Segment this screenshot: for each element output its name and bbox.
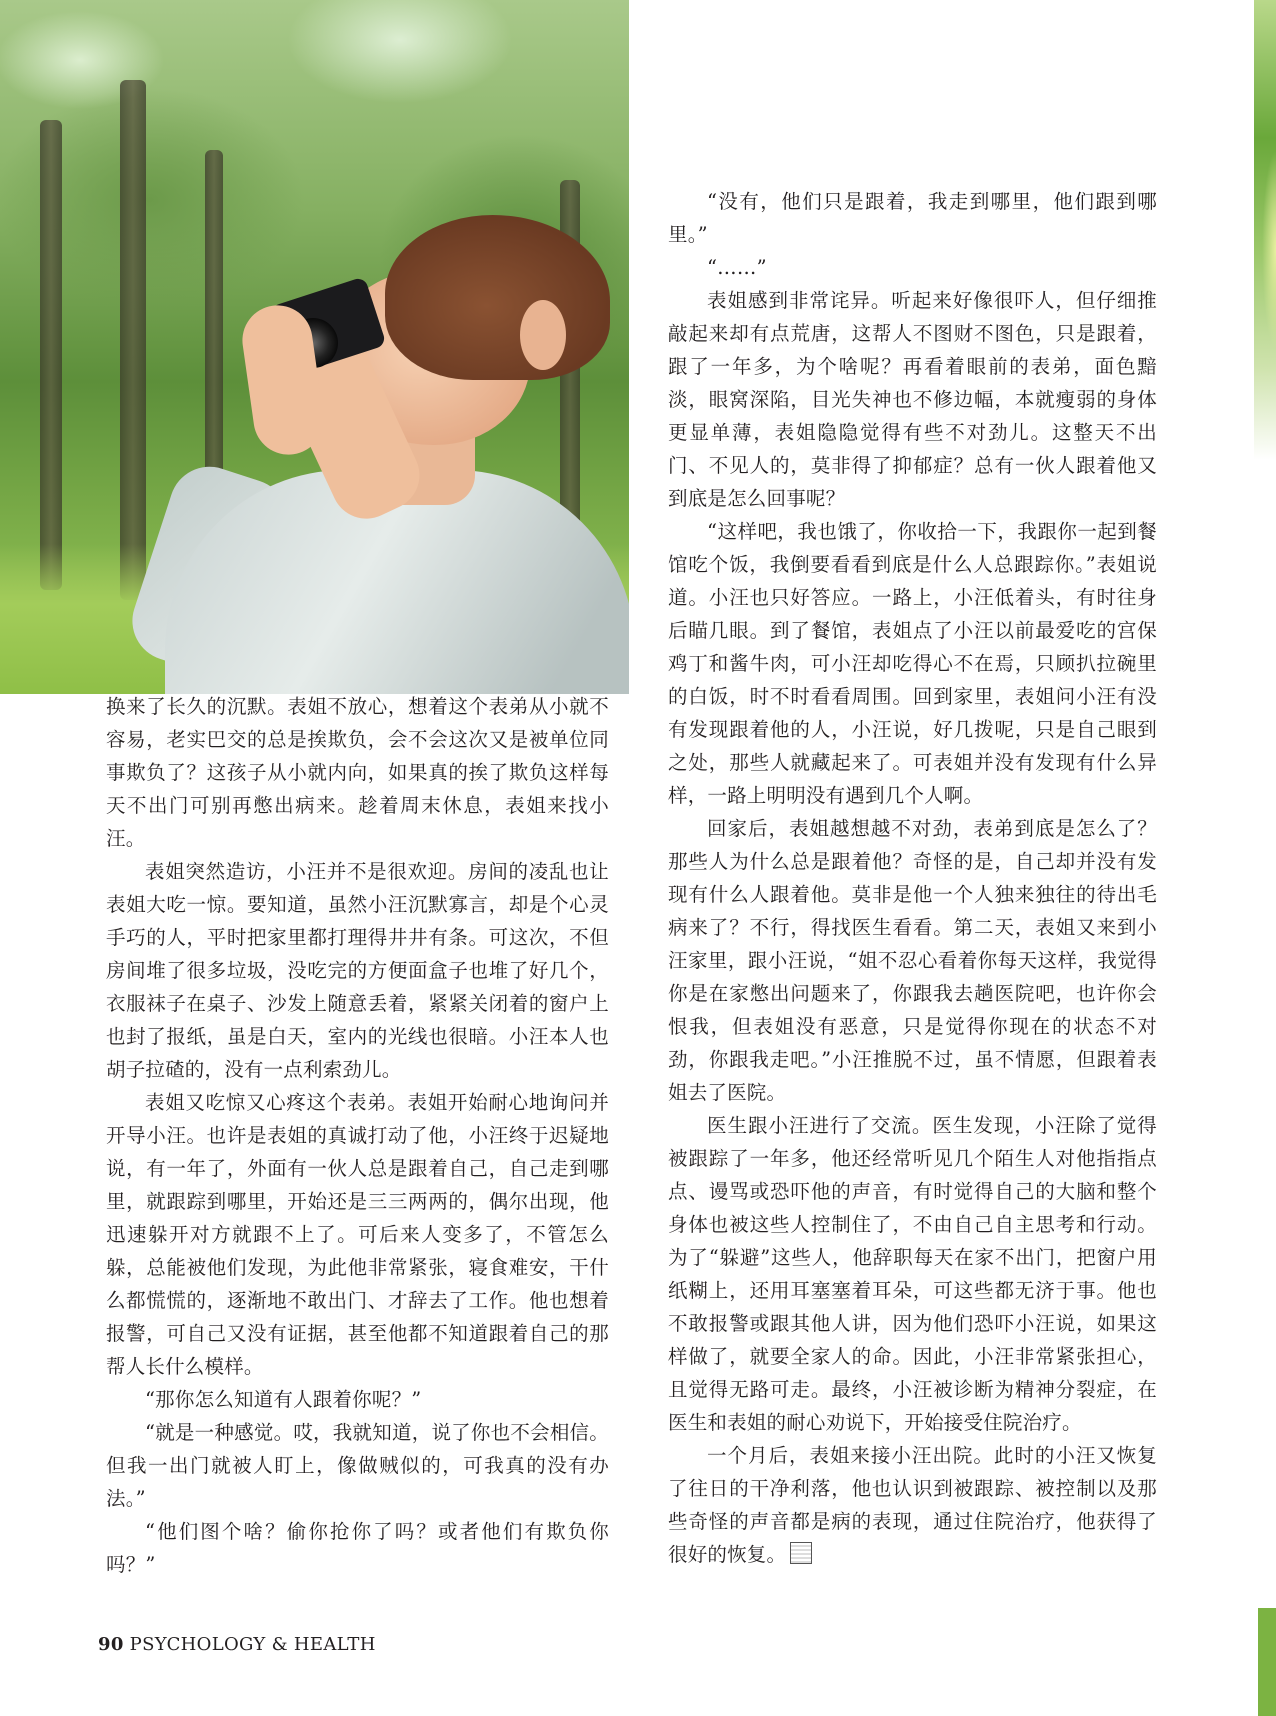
paragraph-final: [668, 1439, 1157, 1571]
paragraph: 表姐又吃惊又心疼这个表弟。表姐开始耐心地询问并开导小汪。也许是表姐的真诚打动了他，小汪终于迟疑地说，有一年了，外面有一伙人总是跟着自己，自己走到哪里，就跟踪到哪里，开始还是三三两两的，偶尔出现，他迅速躲开对方就跟不上了。可后来人变多了，不管怎么躲，总能被他们发现，为此他非常紧张，寝食难安，干什么都慌慌的，逐渐地不敢出门、才辞去了工作。他也想着报警，可自己又没有证据，甚至他都不知道跟着自己的那帮人长什么模样。: [106, 1091, 609, 1378]
page-number: 90: [98, 1634, 124, 1655]
paragraph-final-text: 一个月后，表姐来接小汪出院。此时的小汪又恢复了往日的干净利落，他也认识到被跟踪、被控制以及那些奇怪的声音都是病的表现，通过住院治疗，他获得了很好的恢复。: [668, 1444, 1157, 1566]
dialogue-line: “那你怎么知道有人跟着你呢？”: [145, 1388, 422, 1411]
paragraph: 医生跟小汪进行了交流。医生发现，小汪除了觉得被跟踪了一年多，他还经常听见几个陌生人对他指指点点、谩骂或恐吓他的声音，有时觉得自己的大脑和整个身体也被这些人控制住了，不由自己自主思考和行动。为了“躲避”这些人，他辞职每天在家不出门，把窗户用纸糊上，还用耳塞塞着耳朵，可这些都无济于事。他也不敢报警或跟其他人讲，因为他们恐吓小汪说，如果这样做了，就要全家人的命。因此，小汪非常紧张担心，且觉得无路可走。最终，小汪被诊断为精神分裂症，在医生和表姐的耐心劝说下，开始接受住院治疗。: [668, 1114, 1157, 1434]
paragraph: 表姐突然造访，小汪并不是很欢迎。房间的凌乱也让表姐大吃一惊。要知道，虽然小汪沉默寡言，却是个心灵手巧的人，平时把家里都打理得井井有条。可这次，不但房间堆了很多垃圾，没吃完的方便面盒子也堆了好几个，衣服袜子在桌子、沙发上随意丢着，紧紧关闭着的窗户上也封了报纸，虽是白天，室内的光线也很暗。小汪本人也胡子拉碴的，没有一点利索劲儿。: [106, 860, 609, 1081]
dialogue-line: “……”: [707, 256, 767, 279]
leaf-highlight-decoration: [1262, 150, 1276, 350]
dialogue-line: “就是一种感觉。哎，我就知道，说了你也不会相信。但我一出门就被人盯上，像做贼似的，可我真的没有办法。”: [106, 1421, 609, 1510]
article-right-column: [668, 185, 1157, 1571]
dialogue-line: “他们图个啥？偷你抢你了吗？或者他们有欺负你吗？”: [106, 1520, 609, 1576]
paragraph: 回家后，表姐越想越不对劲，表弟到底是怎么了？那些人为什么总是跟着他？奇怪的是，自己却并没有发现有什么人跟着他。莫非是他一个人独来独往的待出毛病来了？不行，得找医生看看。第二天，表姐又来到小汪家里，跟小汪说，“姐不忍心看着你每天这样，我觉得你是在家憋出问题来了，你跟我去趟医院吧，也许你会恨我，但表姐没有恶意，只是觉得你现在的状态不对劲，你跟我走吧。”小汪推脱不过，虽不情愿，但跟着表姐去了医院。: [668, 817, 1157, 1104]
article-left-column: [106, 690, 609, 1581]
paragraph: 表姐感到非常诧异。听起来好像很吓人，但仔细推敲起来却有点荒唐，这帮人不图财不图色，只是跟着，跟了一年多，为个啥呢？再看着眼前的表弟，面色黯淡，眼窝深陷，目光失神也不修边幅，本就瘦弱的身体更显单薄，表姐隐隐觉得有些不对劲儿。这整天不出门、不见人的，莫非得了抑郁症？总有一伙人跟着他又到底是怎么回事呢？: [668, 289, 1157, 510]
paragraph: 换来了长久的沉默。表姐不放心，想着这个表弟从小就不容易，老实巴交的总是挨欺负，会不会这次又是被单位同事欺负了？这孩子从小就内向，如果真的挨了欺负这样每天不出门可别再憋出病来。趁着周末休息，表姐来找小汪。: [106, 695, 609, 850]
magazine-name: PSYCHOLOGY & HEALTH: [129, 1634, 376, 1655]
dialogue-line: “没有，他们只是跟着，我走到哪里，他们跟到哪里。”: [668, 190, 1157, 246]
article-photo: [0, 0, 629, 694]
paragraph: “这样吧，我也饿了，你收拾一下，我跟你一起到餐馆吃个饭，我倒要看看到底是什么人总跟踪你。”表姐说道。小汪也只好答应。一路上，小汪低着头，有时往身后瞄几眼。到了餐馆，表姐点了小汪以前最爱吃的宫保鸡丁和酱牛肉，可小汪却吃得心不在焉，只顾扒拉碗里的白饭，时不时看看周围。回到家里，表姐问小汪有没有发现跟着他的人，小汪说，好几拨呢，只是自己眼到之处，那些人就藏起来了。可表姐并没有发现有什么异样，一路上明明没有遇到几个人啊。: [668, 520, 1157, 807]
end-mark-icon: [790, 1542, 812, 1564]
page-footer: [98, 1634, 376, 1655]
green-edge-bar: [1258, 1608, 1276, 1716]
